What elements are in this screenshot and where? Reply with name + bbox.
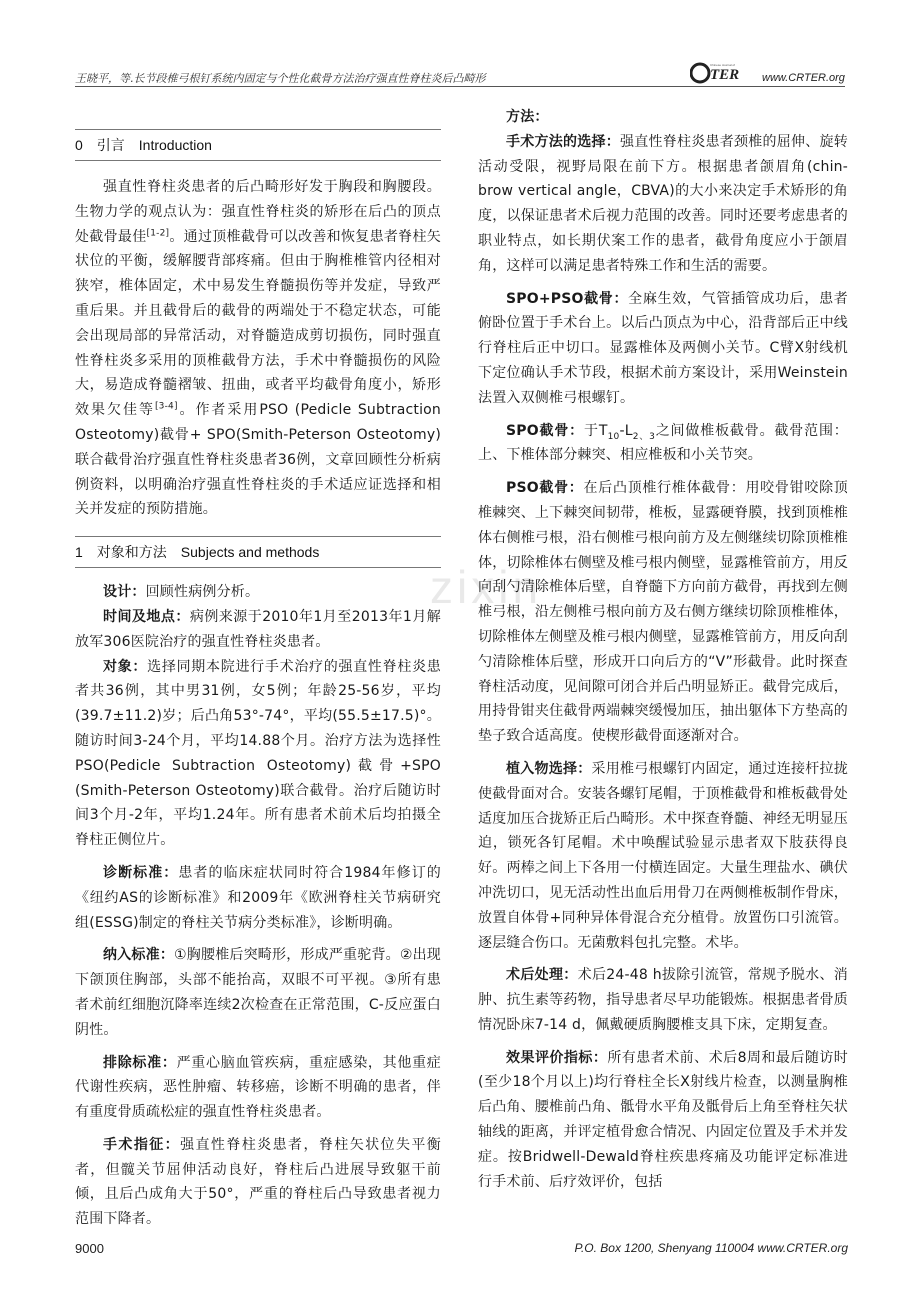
choice-paragraph: 手术方法的选择：强直性脊柱炎患者颈椎的屈伸、旋转活动受限，视野局限在前下方。根据患者颌眉角(chin-brow vertical angle，CBVA)的大小来决定手术矫形的角度，以保证患者术后视力范围的改善。同时还要考虑患者的职业特点，如长期伏案工作的患者，截骨角度应小于颌眉角，这样可以满足患者特殊工作和生活的需要。 (478, 133, 848, 274)
citation: [1-2] (146, 227, 170, 238)
section-title-cn: 对象和方法 (96, 544, 167, 561)
pso-paragraph: PSO截骨：在后凸顶椎行椎体截骨：用咬骨钳咬除顶椎棘突、上下棘突间韧带，椎板，显露硬脊膜，找到顶椎椎体右侧椎弓根，沿右侧椎弓根向前方及左侧继续切除顶椎椎体，切除椎体右侧壁及椎弓根内侧壁，显露椎管前方，用反向刮勺清除椎体后壁，自脊髓下方向前方截骨，再找到左侧椎弓根，沿左侧椎弓根向前方及右侧方继续切除顶椎椎体，切除椎体左侧壁及椎弓根内侧壁，显露椎管前方，用反向刮勺清除椎体后壁，形成开口向后方的“V”形截骨。此时探查脊柱活动度，见间隙可闭合并后凸明显矫正。截骨完成后，用持骨钳夹住截骨两端棘突缓慢加压，抽出躯体下方垫高的垫子致合适高度。使楔形截骨面逐渐对合。 (478, 480, 848, 745)
section-title-en: Subjects and methods (180, 544, 320, 561)
section-heading-intro (75, 130, 441, 160)
spo-paragraph: SPO截骨：于$T_{10}-L_{2、3}$之间做椎板截骨。截骨范围：上、下椎体部分棘突、相应椎板和小关节突。 (478, 422, 848, 464)
methods-heading: 方法： (506, 109, 549, 125)
section-number: 1 (75, 544, 83, 561)
design-paragraph: 设计：回顾性病例分析。 (103, 584, 260, 601)
time-place-paragraph: 时间及地点：病例来源于2010年1月至2013年1月解放军306医院治疗的强直性脊柱炎患者。 (75, 608, 441, 650)
section-title-en: Introduction (138, 137, 212, 153)
header-rule (75, 86, 845, 87)
left-column (75, 105, 441, 1232)
section-number: 0 (75, 137, 83, 153)
svg-text:Chinese Journal of: Chinese Journal of (710, 63, 736, 67)
postop-paragraph: 术后处理：术后24-48 h拔除引流管，常规予脱水、消肿、抗生素等药物，指导患者尽早功能锻炼。根据患者骨质情况卧床7-14 d，佩戴硬质胸腰椎支具下床，定期复查。 (478, 967, 849, 1033)
section-title-cn: 引言 (96, 137, 125, 153)
implant-paragraph: 植入物选择：采用椎弓根螺钉内固定，通过连接杆拉拢使截骨面对合。安装各螺钉尾帽，于顶椎截骨和椎板截骨处适度加压合拢矫正后凸畸形。术中探查脊髓、神经无明显压迫，锁死各钉尾帽。术中唤醒试验显示患者双下肢获得良好。两棒之间上下各用一付横连固定。大量生理盐水、碘伏冲洗切口，见无活动性出血后用骨刀在两侧椎板制作骨床，放置自体骨+同种异体骨混合充分植骨。放置伤口引流管。逐层缝合伤口。无菌敷料包扎完整。术毕。 (478, 760, 848, 951)
header-url: www.CRTER.org (762, 72, 845, 84)
page-number: 9000 (75, 1241, 104, 1256)
intro-paragraph: 强直性脊柱炎患者的后凸畸形好发于胸段和胸腰段。生物力学的观点认为：强直性脊柱炎的矫形在后凸的顶点处截骨最佳[1-2]。通过顶椎截骨可以改善和恢复患者脊柱矢状位的平衡，缓解腰背部疼痛。但由于胸椎椎管内径相对狭窄，椎体固定，术中易发生脊髓损伤等并发症，导致严重后果。并且截骨后的截骨的两端处于不稳定状态，可能会出现局部的异常活动，对脊髓造成剪切损伤，同时强直性脊柱炎多采用的顶椎截骨方法，手术中脊髓损伤的风险大，易造成脊髓褶皱、扭曲，或者平均截骨角度小，矫形效果欠佳等[3-4]。作者采用PSO (Pedicle Subtraction Osteotomy)截骨+ SPO(Smith-Peterson Osteotomy)联合截骨治疗强直性脊柱炎患者36例，文章回顾性分析病例资料，以明确治疗强直性脊柱炎的手术适应证选择和相关并发症的预防措施。 (75, 179, 441, 518)
evaluation-paragraph: 效果评价指标：所有患者术前、术后8周和最后随访时(至少18个月以上)均行脊柱全长X射线片检查，以测量胸椎后凸角、腰椎前凸角、骶骨水平角及骶骨后上角至脊柱矢状轴线的距离，并评定植骨愈合情况、内固定位置及手术并发症。按Bridwell-Dewald脊柱疾患疼痛及功能评定标准进行手术前、后疗效评价，包括 (478, 1049, 848, 1190)
spo-pso-paragraph: SPO+PSO截骨：全麻生效，气管插管成功后，患者俯卧位置于手术台上。以后凸顶点为中心，沿背部后正中线行脊柱后正中切口。显露椎体及两侧小关节。C臂X射线机下定位确认手术节段，根据术前方案设计，采用Weinstein法置入双侧椎弓根螺钉。 (478, 290, 848, 406)
right-column (478, 105, 848, 1194)
diagnosis-paragraph: 诊断标准：患者的临床症状同时符合1984年修订的《纽约AS的诊断标准》和2009年《欧洲脊柱关节病研究组(ESSG)制定的脊柱关节病分类标准》，诊断明确。 (75, 864, 441, 931)
citation: [3-4] (154, 401, 178, 412)
footer-address: P.O. Box 1200, Shenyang 110004 www.CRTER.org (574, 1241, 848, 1255)
subjects-paragraph: 对象：选择同期本院进行手术治疗的强直性脊柱炎患者共36例，其中男31例，女5例；年龄25-56岁，平均(39.7±11.2)岁；后凸角53°-74°，平均(55.5±17.5)°。随访时间3-24个月，平均14.88个月。治疗方法为选择性PSO(Pedicle Subtraction Osteotomy)截骨+SPO (Smith-Peterson Osteotomy)联合截骨。治疗后随访时间3个月-2年，平均1.24年。所有患者术前术后均拍摄全脊柱正侧位片。 (75, 658, 441, 849)
indication-paragraph: 手术指征：强直性脊柱炎患者，脊柱矢状位失平衡者，但髋关节屈伸活动良好，脊柱后凸进展导致躯干前倾，且后凸成角大于50°，严重的脊柱后凸导致患者视力范围下降者。 (75, 1136, 441, 1228)
section-heading-methods (75, 537, 441, 567)
exclusion-paragraph: 排除标准：严重心脑血管疾病，重症感染，其他重症代谢性疾病，恶性肿瘤、转移癌，诊断不明确的患者，伴有重度骨质疏松症的强直性脊柱炎患者。 (75, 1054, 441, 1121)
running-head: 王晓平，等.长节段椎弓根钉系统内固定与个性化截骨方法治疗强直性脊柱炎后凸畸形 (75, 72, 486, 85)
svg-text:TER: TER (710, 67, 740, 83)
crter-logo (690, 60, 748, 86)
inclusion-paragraph: 纳入标准：①胸腰椎后突畸形，形成严重驼背。②出现下颌顶住胸部，头部不能抬高，双眼不可平视。③所有患者术前红细胞沉降率连续2次检查在正常范围，C-反应蛋白阴性。 (75, 947, 442, 1038)
watermark: zixin (430, 561, 543, 613)
